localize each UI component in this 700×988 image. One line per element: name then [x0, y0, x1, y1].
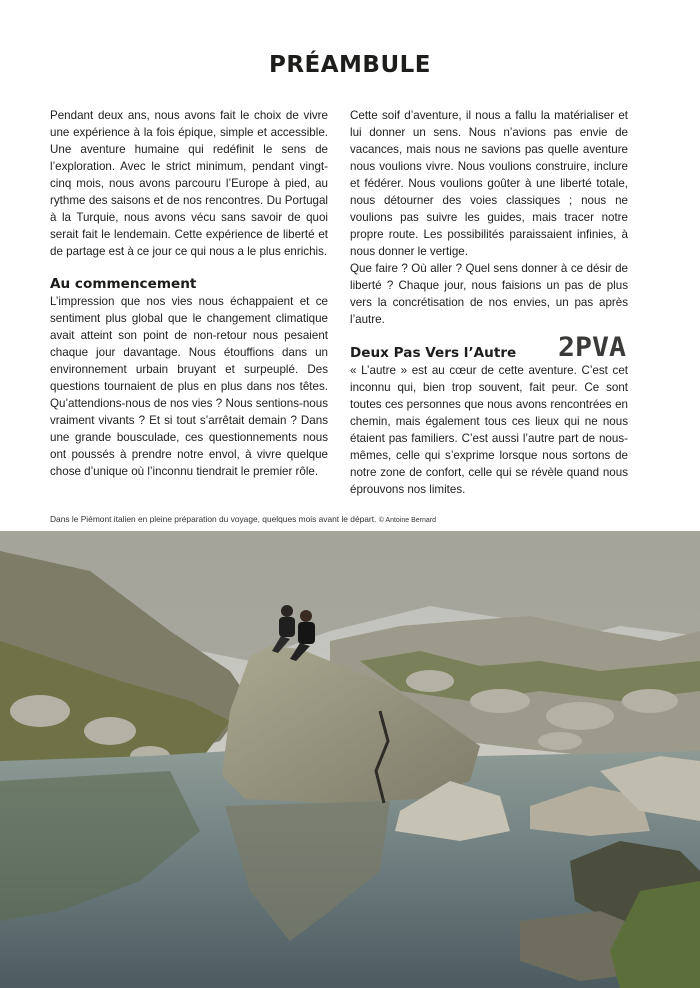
2pva-logo [556, 327, 628, 363]
section-heading-commencement: Au commencement [50, 276, 197, 292]
photo-caption [50, 514, 436, 524]
autre-paragraph: « L’autre » est au cœur de cette aventure. C’est cet inconnu qui, bien trop souvent, fait peur. Ce sont toutes ces personnes que nous avons rencontrées en chemin, mais également tous ces lieux qui ne nous étaient pas familiers. C’est aussi l’autre part de nous-mêmes, celle qui s’exprime lorsque nous sortons de notre zone de confort, celle qui se révèle quand nous éprouvons nos limites. [350, 364, 628, 496]
commencement-paragraph: L’impression que nos vies nous échappaient et ce sentiment plus global que le changement climatique avait atteint son point de non-retour nous pesaient chaque jour davantage. Nous étouffions dans un environnement urbain bruyant et surpeuplé. Des questions tournaient de plus en plus dans nos têtes. Qu’attendions-nous de nos vies ? Nous sentions-nous vraiment vivants ? Et si tout s’arrêtait demain ? Dans une grande bousculade, ces questionnements nous ont poussés à prendre notre envol, à vivre quelque chose d’unique où l’inconnu tiendrait le premier rôle. [50, 295, 328, 478]
photo-credit: © Antoine Bernard [378, 517, 437, 524]
left-column [50, 107, 328, 480]
mountain-lake-photo [0, 531, 700, 988]
heading-row [350, 332, 628, 363]
landscape-illustration [0, 531, 700, 988]
right-column [350, 107, 628, 498]
intro-paragraph: Pendant deux ans, nous avons fait le choix de vivre une expérience à la fois épique, simple et accessible. Une aventure humaine qui redéfinit le sens de l’exploration. Avec le strict minimum, pendant vingt-cinq mois, nous avons parcouru l’Europe à pied, au rythme des saisons et de nos rencontres. Du Portugal à la Turquie, nous avons vécu sans savoir de quoi serait fait le lendemain. Cette expérience de liberté et de partage est à ce jour ce qui nous a le plus enrichis. [50, 109, 328, 258]
adventure-paragraph: Cette soif d’aventure, il nous a fallu la matérialiser et lui donner un sens. Nous n’avions pas envie de vacances, mais nous ne savions pas quelle aventure nous voulions vivre. Nous voulions construire, inclure et fédérer. Nous voulions goûter à une liberté totale, nous détourner des voies classiques ; nous ne voulions pas suivre les guides, mais tracer notre propre route. Les possibilités paraissaient infinies, à nous donner le vertige. [350, 109, 628, 258]
caption-text: Dans le Piémont italien en pleine préparation du voyage, quelques mois avant le départ. [50, 514, 377, 524]
2pva-logo-text: 2PVA [558, 332, 626, 363]
section-heading-2pva: Deux Pas Vers l’Autre [350, 345, 517, 361]
page-title: PRÉAMBULE [268, 52, 432, 78]
questions-paragraph: Que faire ? Où aller ? Quel sens donner à ce désir de liberté ? Chaque jour, nous faisions un pas de plus vers la concrétisation de nos envies, un pas après l’autre. [350, 262, 628, 326]
